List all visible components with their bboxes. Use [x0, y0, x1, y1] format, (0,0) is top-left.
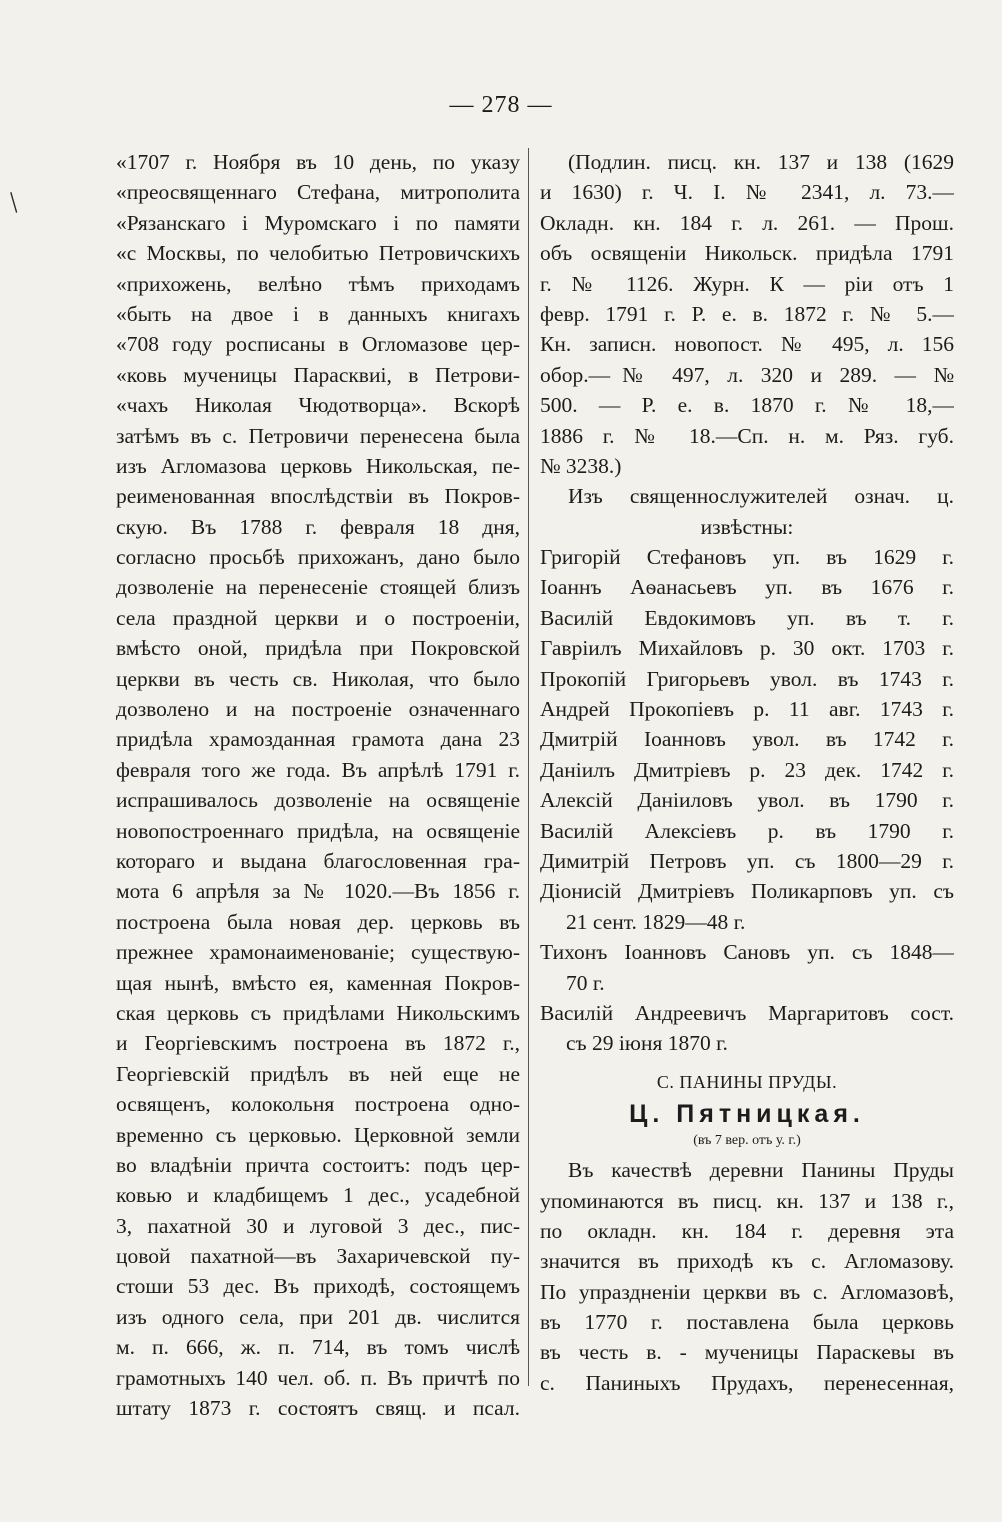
text-line: дозволеніе на перенесеніе стоящей близъ	[116, 575, 520, 600]
village-heading: С. ПАНИНЫ ПРУДЫ.	[656, 1071, 838, 1092]
text-line: упоминаются въ писц. кн. 137 и 138 г.,	[540, 1188, 954, 1213]
text-line: «прихожень, велѣно тѣмъ приходамъ	[116, 271, 520, 296]
text-line: «преосвященнаго Стефана, митрополита	[116, 180, 520, 205]
text-line: дозволено и на построеніе означеннаго	[116, 697, 520, 722]
page-number: — 278 —	[449, 92, 553, 118]
text-line: новопостроеннаго придѣла, на освященіе	[116, 818, 520, 843]
text-line: Георгіевскій придѣлъ въ ней еще не	[116, 1061, 520, 1086]
text-line: 1886 г. № 18.—Сп. н. м. Ряз. губ.	[540, 423, 954, 448]
text-line: Даніилъ Дмитріевъ р. 23 дек. 1742 г.	[540, 757, 954, 782]
text-line: изъ Агломазова церковь Никольская, пе-	[116, 453, 520, 478]
text-line: штату 1873 г. состоятъ свящ. и псал.	[116, 1396, 520, 1421]
text-line: изъ одного села, при 201 дв. числится	[116, 1304, 520, 1329]
text-line: временно съ церковью. Церковной земли	[116, 1122, 520, 1147]
text-line: скую. Въ 1788 г. февраля 18 дня,	[116, 514, 520, 539]
text-line: Василій Алексіевъ р. въ 1790 г.	[540, 818, 954, 843]
column-divider	[528, 148, 529, 1386]
text-line: Тихонъ Іоанновъ Сановъ уп. съ 1848—	[540, 940, 954, 965]
text-line: Прокопій Григорьевъ увол. въ 1743 г.	[540, 666, 954, 691]
text-line: февр. 1791 г. Р. е. в. 1872 г. № 5.—	[540, 301, 954, 326]
text-line: съ 29 іюня 1870 г.	[566, 1031, 728, 1056]
text-line: обор.—№ 497, л. 320 и 289. — №	[540, 362, 954, 387]
text-line: м. п. 666, ж. п. 714, въ томъ числѣ	[116, 1335, 520, 1360]
text-line: грамотныхъ 140 чел. об. п. Въ причтѣ по	[116, 1365, 520, 1390]
text-line: въ честь в. - мученицы Параскевы въ	[540, 1340, 954, 1365]
text-line: и Георгіевскимъ построена въ 1872 г.,	[116, 1031, 520, 1056]
text-line: Андрей Прокопіевъ р. 11 авг. 1743 г.	[540, 697, 954, 722]
text-line: «ковь мученицы Парасквиі, в Петрови-	[116, 362, 520, 387]
clergy-intro	[540, 481, 954, 542]
right-column	[540, 147, 954, 1398]
text-line: «быть на двое і в данныхъ книгахъ	[116, 301, 520, 326]
text-line: Дмитрій Іоанновъ увол. въ 1742 г.	[540, 727, 954, 752]
text-line: с. Паниныхъ Прудахъ, перенесенная,	[540, 1370, 954, 1395]
text-line: Въ качествѣ деревни Панины Пруды	[568, 1158, 954, 1183]
text-line: мота 6 апрѣля за № 1020.—Въ 1856 г.	[116, 879, 520, 904]
text-line: въ 1770 г. поставлена была церковь	[540, 1310, 954, 1335]
text-line: ская церковь съ придѣлами Никольскимъ	[116, 1000, 520, 1025]
text-line: Діонисій Дмитріевъ Поликарповъ уп. съ	[540, 879, 954, 904]
text-line: № 3238.)	[540, 453, 622, 478]
text-line: вмѣсто оной, придѣла при Покровской	[116, 636, 520, 661]
text-line: церкви въ честь св. Николая, что было	[116, 666, 520, 691]
text-line: извѣстны:	[700, 514, 794, 539]
text-line: «708 году росписаны в Огломазове цер-	[116, 332, 520, 357]
text-line: «Рязанскаго і Муромскаго і по памяти	[116, 210, 520, 235]
text-line: февраля того же года. Въ апрѣлѣ 1791 г.	[116, 757, 520, 782]
text-line: объ освященіи Никольск. придѣла 1791	[540, 241, 954, 266]
text-line: 21 сент. 1829—48 г.	[566, 909, 746, 934]
text-line: Василій Андреевичъ Маргаритовъ сост.	[540, 1000, 954, 1025]
text-line: Кн. записн. новопост. № 495, л. 156	[540, 332, 954, 357]
text-line: Григорій Стефановъ уп. въ 1629 г.	[540, 545, 954, 570]
margin-pencil-mark: /	[1, 186, 27, 219]
text-line: села праздной церкви и о построеніи,	[116, 605, 520, 630]
text-line: Василій Евдокимовъ уп. въ т. г.	[540, 605, 954, 630]
text-line: Іоаннъ Аѳанасьевъ уп. въ 1676 г.	[540, 575, 954, 600]
text-line: «1707 г. Ноября въ 10 день, по указу	[116, 150, 520, 174]
text-line: 3, пахатной 30 и луговой 3 дес., пис-	[116, 1213, 520, 1238]
text-line: и 1630) г. Ч. І. № 2341, л. 73.—	[540, 180, 954, 205]
text-line: 500. — Р. е. в. 1870 г. № 18,—	[540, 393, 954, 418]
text-line: Гавріилъ Михайловъ р. 30 окт. 1703 г.	[540, 636, 954, 661]
text-line: котораго и выдана благословенная гра-	[116, 848, 520, 873]
text-line: 70 г.	[566, 970, 605, 995]
distance-note: (въ 7 вер. отъ у. г.)	[693, 1133, 801, 1149]
text-line: Изъ священнослужителей означ. ц.	[568, 484, 954, 509]
text-line: Алексій Даніиловъ увол. въ 1790 г.	[540, 788, 954, 813]
text-line: г. № 1126. Журн. К — ріи отъ 1	[540, 271, 954, 296]
left-column	[116, 147, 520, 1423]
text-line: «чахъ Николая Чюдотворца». Вскорѣ	[116, 393, 520, 418]
text-line: стоши 53 дес. Въ приходѣ, состоящемъ	[116, 1274, 520, 1299]
text-line: затѣмъ въ с. Петровичи перенесена была	[116, 423, 520, 448]
text-line: освященъ, колокольня построена одно-	[116, 1092, 520, 1117]
text-line: реименованная впослѣдствіи въ Покров-	[116, 484, 520, 509]
text-line: во владѣніи причта состоитъ: подъ цер-	[116, 1152, 520, 1177]
text-line: По упраздненіи церкви въ с. Агломазовѣ,	[540, 1279, 954, 1304]
text-line: по окладн. кн. 184 г. деревня эта	[540, 1218, 954, 1243]
text-line: испрашивалось дозволеніе на освященіе	[116, 788, 520, 813]
text-line: согласно просьбѣ прихожанъ, дано было	[116, 545, 520, 570]
text-line: прежнее храмонаименованіе; существую-	[116, 940, 520, 965]
text-line: Димитрій Петровъ уп. съ 1800—29 г.	[540, 848, 954, 873]
body-text	[540, 1155, 954, 1398]
text-line: щая нынѣ, вмѣсто ея, каменная Покров-	[116, 970, 520, 995]
clergy-list	[540, 542, 954, 1059]
sources-block	[540, 147, 954, 481]
text-line: придѣла храмозданная грамота дана 23	[116, 727, 520, 752]
text-line: цовой пахатной—въ Захаричевской пу-	[116, 1244, 520, 1269]
text-line: (Подлин. писц. кн. 137 и 138 (1629	[568, 150, 954, 174]
text-line: Окладн. кн. 184 г. л. 261. — Прош.	[540, 210, 954, 235]
church-heading: Ц. Пятницкая.	[629, 1100, 865, 1129]
text-line: ковью и кладбищемъ 1 дес., усадебной	[116, 1183, 520, 1208]
text-line: значится въ приходѣ къ с. Агломазову.	[540, 1249, 954, 1274]
text-line: построена была новая дер. церковь въ	[116, 909, 520, 934]
text-line: «с Москвы, по челобитью Петровичскихъ	[116, 241, 520, 266]
